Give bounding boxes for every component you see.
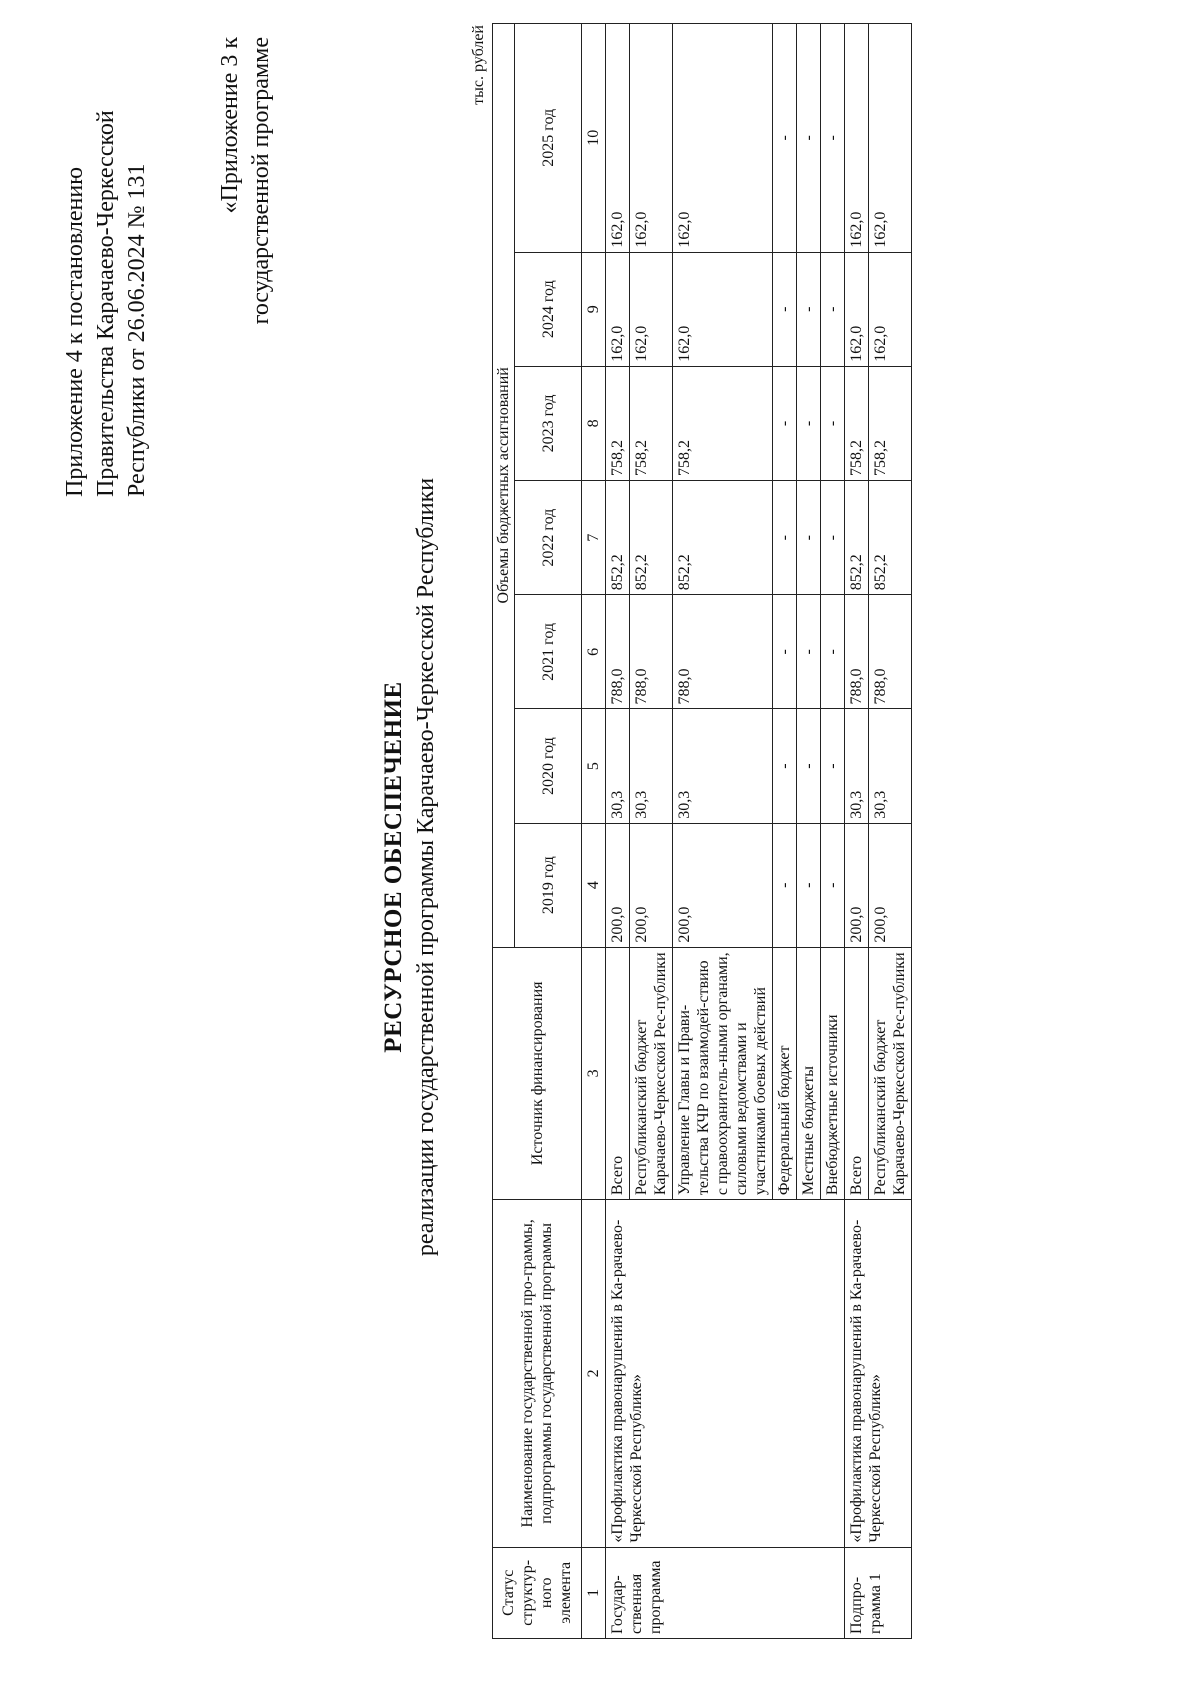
header-name: Наименование государственной про-граммы, подпрограммы государственной программы [493, 1200, 582, 1548]
value-cell: - [773, 595, 797, 709]
header-year: 2023 год [515, 366, 582, 480]
value-cell: 852,2 [630, 481, 673, 595]
value-cell: 758,2 [630, 366, 673, 480]
column-number: 5 [582, 709, 606, 823]
value-cell: 162,0 [673, 252, 773, 366]
value-cell: 200,0 [606, 823, 630, 947]
table-row [845, 24, 869, 1639]
funding-source-cell: Республиканский бюджет Карачаево-Черкесской Рес-публики [869, 947, 912, 1200]
header-year: 2022 год [515, 481, 582, 595]
value-cell: - [821, 595, 845, 709]
value-cell: 30,3 [673, 709, 773, 823]
header-year: 2025 год [515, 24, 582, 253]
column-number: 6 [582, 595, 606, 709]
value-cell: 788,0 [606, 595, 630, 709]
column-number: 1 [582, 1547, 606, 1638]
funding-source-cell: Всего [606, 947, 630, 1200]
table-body [606, 24, 912, 1639]
appendix-line: «Приложение 3 к [217, 37, 243, 214]
value-cell: 788,0 [630, 595, 673, 709]
units-label: тыс. рублей [470, 25, 487, 105]
value-cell: 200,0 [630, 823, 673, 947]
funding-source-cell: Местные бюджеты [797, 947, 821, 1200]
column-number: 9 [582, 252, 606, 366]
status-cell: Подпро-грамма 1 [845, 1547, 912, 1638]
approval-line: Правительства Карачаево-Черкесской [93, 110, 119, 497]
value-cell: 852,2 [869, 481, 912, 595]
column-number: 7 [582, 481, 606, 595]
funding-source-cell: Управление Главы и Прави-тельства КЧР по взаимодей-ствию с правоохранитель-ными органами, силовыми ведомствами и участниками боевых действий [673, 947, 773, 1200]
column-number: 3 [582, 947, 606, 1200]
value-cell: - [821, 24, 845, 253]
value-cell: 162,0 [869, 24, 912, 253]
value-cell: - [797, 595, 821, 709]
value-cell: 852,2 [845, 481, 869, 595]
value-cell: - [773, 823, 797, 947]
header-year: 2021 год [515, 595, 582, 709]
value-cell: 162,0 [673, 24, 773, 253]
value-cell: 758,2 [845, 366, 869, 480]
column-number: 2 [582, 1200, 606, 1548]
column-number: 10 [582, 24, 606, 253]
funding-source-cell: Республиканский бюджет Карачаево-Черкесской Рес-публики [630, 947, 673, 1200]
value-cell: - [797, 481, 821, 595]
document-title: РЕСУРСНОЕ ОБЕСПЕЧЕНИЕ [380, 681, 407, 1053]
funding-source-cell: Федеральный бюджет [773, 947, 797, 1200]
value-cell: - [773, 252, 797, 366]
value-cell: 30,3 [606, 709, 630, 823]
program-name-cell: «Профилактика правонарушений в Ка-рачаево-Черкесской Республике» [845, 1200, 912, 1548]
value-cell: - [821, 366, 845, 480]
approval-note [60, 47, 153, 497]
value-cell: - [821, 481, 845, 595]
value-cell: 162,0 [630, 252, 673, 366]
value-cell: 30,3 [630, 709, 673, 823]
value-cell: 852,2 [673, 481, 773, 595]
value-cell: 758,2 [606, 366, 630, 480]
value-cell: 788,0 [845, 595, 869, 709]
value-cell: - [797, 24, 821, 253]
value-cell: 30,3 [845, 709, 869, 823]
value-cell: 162,0 [606, 252, 630, 366]
header-year: 2019 год [515, 823, 582, 947]
value-cell: - [821, 252, 845, 366]
value-cell: 200,0 [673, 823, 773, 947]
header-source: Источник финансирования [493, 947, 582, 1200]
document-subtitle: реализации государственной программы Карачаево-Черкесской Республики [413, 477, 439, 1257]
value-cell: - [821, 709, 845, 823]
value-cell: 852,2 [606, 481, 630, 595]
column-number: 4 [582, 823, 606, 947]
value-cell: 162,0 [845, 252, 869, 366]
value-cell: 200,0 [869, 823, 912, 947]
value-cell: 162,0 [630, 24, 673, 253]
funding-source-cell: Внебюджетные источники [821, 947, 845, 1200]
program-name-cell: «Профилактика правонарушений в Ка-рачаево-Черкесской Республике» [606, 1200, 845, 1548]
value-cell: - [797, 709, 821, 823]
value-cell: 30,3 [869, 709, 912, 823]
value-cell: 788,0 [869, 595, 912, 709]
header-status: Статус структур-ного элемента [493, 1547, 582, 1638]
value-cell: 200,0 [845, 823, 869, 947]
status-cell: Государ-ственная программа [606, 1547, 845, 1638]
value-cell: 788,0 [673, 595, 773, 709]
value-cell: 162,0 [845, 24, 869, 253]
approval-line: Приложение 4 к постановлению [62, 166, 88, 497]
value-cell: - [821, 823, 845, 947]
header-volumes: Объемы бюджетных ассигнований [493, 24, 515, 948]
value-cell: 162,0 [606, 24, 630, 253]
value-cell: - [773, 709, 797, 823]
header-year: 2020 год [515, 709, 582, 823]
value-cell: 162,0 [869, 252, 912, 366]
funding-source-cell: Всего [845, 947, 869, 1200]
value-cell: - [773, 481, 797, 595]
value-cell: - [773, 366, 797, 480]
header-year: 2024 год [515, 252, 582, 366]
appendix-note [215, 37, 277, 357]
column-number: 8 [582, 366, 606, 480]
approval-line: Республики от 26.06.2024 № 131 [124, 163, 150, 497]
table-row [606, 24, 630, 1639]
appendix-line: государственной программе [248, 37, 274, 325]
value-cell: - [797, 252, 821, 366]
value-cell: - [773, 24, 797, 253]
value-cell: 758,2 [673, 366, 773, 480]
value-cell: - [797, 366, 821, 480]
value-cell: - [797, 823, 821, 947]
value-cell: 758,2 [869, 366, 912, 480]
resource-table [492, 23, 912, 1639]
